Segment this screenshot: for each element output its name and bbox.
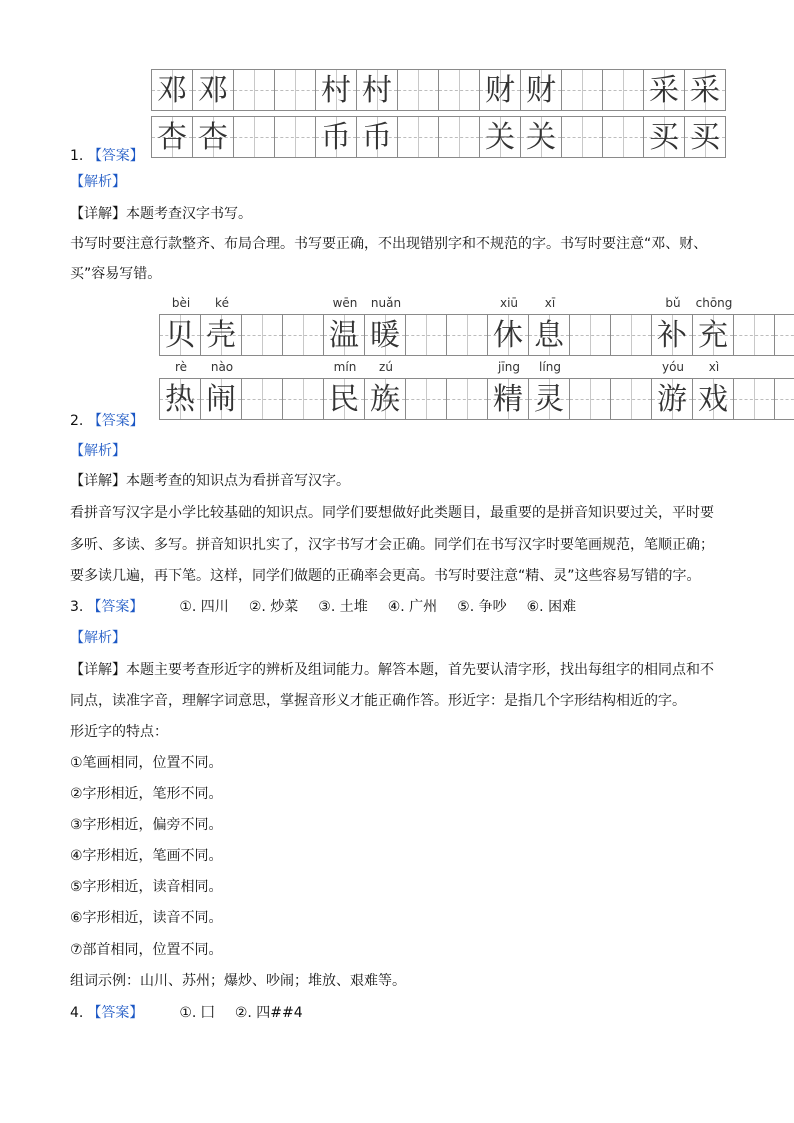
grid-character	[398, 117, 438, 157]
grid-cell	[192, 69, 234, 111]
q2-detail-line	[70, 471, 350, 491]
grid-character	[275, 117, 315, 157]
q4-answer-line	[70, 1003, 323, 1023]
grid-character: 村	[362, 73, 392, 108]
q2-answer-tag: 【答案】	[87, 413, 144, 429]
grid-character: 关	[526, 120, 556, 155]
q3-feature-2: ②字形相近，笔形不同。	[70, 786, 223, 802]
pinyin-label: chōng	[695, 296, 733, 310]
grid-character: 游	[657, 382, 687, 417]
grid-character: 闹	[206, 382, 236, 417]
grid-cell	[651, 378, 693, 420]
grid-cell	[438, 116, 480, 158]
grid-character	[447, 315, 487, 355]
grid-cell	[561, 69, 603, 111]
grid-cell	[274, 116, 316, 158]
q3-feature-3: ③字形相近，偏旁不同。	[70, 817, 223, 833]
grid-character: 采	[649, 73, 679, 108]
pinyin-label: rè	[174, 360, 188, 374]
q1-para-2: 买”容易写错。	[70, 266, 162, 282]
grid-cell	[200, 314, 242, 356]
grid-cell	[692, 314, 734, 356]
grid-character	[603, 117, 643, 157]
q3-answer-tag: 【答案】	[87, 599, 144, 615]
q1-analysis-tag: 【解析】	[70, 174, 126, 190]
grid-character: 息	[534, 318, 564, 353]
grid-cell	[610, 378, 652, 420]
grid-cell	[151, 69, 193, 111]
grid-cell	[684, 116, 726, 158]
pinyin-label: líng	[539, 360, 561, 374]
grid-cell	[159, 314, 201, 356]
q3-feature-5: ⑤字形相近，读音相同。	[70, 879, 223, 895]
grid-cell	[692, 378, 734, 420]
grid-cell	[151, 116, 193, 158]
grid-cell	[282, 314, 324, 356]
q3-para-1: 本题主要考查形近字的辨析及组词能力。解答本题，首先要认清字形，找出每组字的相同点和不	[126, 662, 714, 678]
grid-character: 补	[657, 318, 687, 353]
q3-examples: 组词示例：山川、苏州；爆炒、吵闹；堆放、艰难等。	[70, 973, 406, 989]
grid-cell	[356, 69, 398, 111]
q2-detail-text: 本题考查的知识点为看拼音写汉字。	[126, 473, 350, 489]
grid-character	[562, 70, 602, 110]
grid-cell	[397, 69, 439, 111]
q2-para-1: 看拼音写汉字是小学比较基础的知识点。同学们要想做好此类题目，最重要的是拼音知识要过关，平时要	[70, 505, 714, 521]
grid-cell	[315, 116, 357, 158]
grid-character	[611, 315, 651, 355]
grid-character: 贝	[165, 318, 195, 353]
grid-cell	[274, 69, 316, 111]
grid-character: 邓	[198, 73, 228, 108]
q3-feature-1: ①笔画相同，位置不同。	[70, 755, 223, 771]
grid-cell	[643, 116, 685, 158]
grid-cell	[774, 314, 794, 356]
grid-cell	[520, 116, 562, 158]
grid-cell	[233, 116, 275, 158]
pinyin-label: yóu	[661, 360, 685, 374]
grid-character: 买	[690, 120, 720, 155]
grid-character: 村	[321, 73, 351, 108]
grid-character: 戏	[698, 382, 728, 417]
grid-character	[406, 379, 446, 419]
grid-character: 暖	[370, 318, 400, 353]
grid-cell	[233, 69, 275, 111]
grid-cell	[241, 378, 283, 420]
grid-cell	[200, 378, 242, 420]
grid-character: 精	[493, 382, 523, 417]
q3-answer-4: ④. 广州	[387, 599, 438, 615]
grid-character	[439, 117, 479, 157]
q2-number: 2.	[70, 413, 84, 429]
q4-answer-tag: 【答案】	[87, 1005, 144, 1021]
q1-grid-row-1	[152, 69, 726, 111]
q3-number: 3.	[70, 599, 84, 615]
grid-character	[570, 379, 610, 419]
grid-character: 族	[370, 382, 400, 417]
q2-grid-row-2	[160, 378, 794, 420]
grid-cell	[397, 116, 439, 158]
pinyin-label: wēn	[332, 296, 358, 310]
grid-character	[398, 70, 438, 110]
grid-cell	[602, 116, 644, 158]
grid-cell	[569, 378, 611, 420]
q3-para-2: 同点，读准字音，理解字词意思，掌握音形义才能正确作答。形近字：是指几个字形结构相近的字。	[70, 693, 686, 709]
pinyin-label: zú	[379, 360, 393, 374]
q2-grid-row-1	[160, 314, 794, 356]
grid-cell	[733, 314, 775, 356]
grid-character	[775, 379, 794, 419]
q3-feature-7: ⑦部首相同，位置不同。	[70, 942, 223, 958]
grid-character	[562, 117, 602, 157]
grid-character	[234, 117, 274, 157]
pinyin-label: bèi	[171, 296, 191, 310]
q3-answer-5: ⑤. 争吵	[457, 599, 507, 615]
grid-cell	[282, 378, 324, 420]
q2-analysis-tag: 【解析】	[70, 443, 126, 459]
grid-character	[283, 379, 323, 419]
grid-character: 币	[321, 120, 351, 155]
pinyin-label: nào	[210, 360, 234, 374]
grid-character	[775, 315, 794, 355]
grid-character: 买	[649, 120, 679, 155]
grid-cell	[651, 314, 693, 356]
grid-cell	[602, 69, 644, 111]
q1-detail-tag: 【详解】	[70, 206, 126, 222]
grid-cell	[405, 314, 447, 356]
pinyin-label: bǔ	[665, 296, 681, 310]
q2-para-2: 多听、多读、多写。拼音知识扎实了，汉字书写才会正确。同学们在书写汉字时要笔画规范，笔顺正确；	[70, 537, 714, 553]
q1-para-1: 书写时要注意行款整齐、布局合理。书写要正确，不出现错别字和不规范的字。书写时要注意“邓、财、	[70, 236, 708, 252]
grid-cell	[528, 378, 570, 420]
q2-detail-tag: 【详解】	[70, 473, 126, 489]
grid-cell	[438, 69, 480, 111]
grid-cell	[520, 69, 562, 111]
grid-character: 财	[526, 73, 556, 108]
grid-character	[447, 379, 487, 419]
grid-character: 关	[485, 120, 515, 155]
grid-character: 灵	[534, 382, 564, 417]
grid-cell	[241, 314, 283, 356]
grid-cell	[192, 116, 234, 158]
grid-character	[242, 315, 282, 355]
grid-cell	[528, 314, 570, 356]
grid-character: 壳	[206, 318, 236, 353]
grid-character	[283, 315, 323, 355]
grid-cell	[446, 314, 488, 356]
grid-cell	[487, 314, 529, 356]
pinyin-label: xì	[708, 360, 720, 374]
grid-character: 温	[329, 318, 359, 353]
grid-cell	[684, 69, 726, 111]
grid-cell	[159, 378, 201, 420]
grid-character	[611, 379, 651, 419]
q1-detail-text: 本题考查汉字书写。	[126, 206, 252, 222]
q3-analysis-tag: 【解析】	[70, 630, 126, 646]
pinyin-label: xiū	[499, 296, 519, 310]
grid-character	[234, 70, 274, 110]
pinyin-label: mín	[333, 360, 357, 374]
q2-para-3: 要多读几遍，再下笔。这样，同学们做题的正确率会更高。书写时要注意“精、灵”这些容易写错的字。	[70, 568, 701, 584]
grid-character: 民	[329, 382, 359, 417]
pinyin-label: ké	[215, 296, 229, 310]
q1-answer-tag: 【答案】	[87, 148, 144, 164]
q2-answer-line	[70, 411, 144, 431]
grid-cell	[364, 314, 406, 356]
q3-feature-4: ④字形相近，笔画不同。	[70, 848, 223, 864]
grid-character: 杏	[198, 120, 228, 155]
grid-cell	[487, 378, 529, 420]
q3-para-3: 形近字的特点：	[70, 724, 168, 740]
q4-answer-1: ①. 囗	[179, 1005, 215, 1021]
grid-cell	[323, 314, 365, 356]
grid-character: 充	[698, 318, 728, 353]
grid-cell	[479, 116, 521, 158]
grid-cell	[479, 69, 521, 111]
grid-cell	[323, 378, 365, 420]
q3-detail-line	[70, 660, 714, 680]
grid-cell	[364, 378, 406, 420]
grid-character	[406, 315, 446, 355]
grid-character	[570, 315, 610, 355]
q3-detail-tag: 【详解】	[70, 662, 126, 678]
grid-character: 币	[362, 120, 392, 155]
q3-answer-line	[70, 597, 596, 617]
grid-character: 财	[485, 73, 515, 108]
grid-cell	[733, 378, 775, 420]
grid-character	[734, 315, 774, 355]
grid-cell	[610, 314, 652, 356]
q3-feature-6: ⑥字形相近，读音不同。	[70, 910, 223, 926]
q3-answer-1: ①. 四川	[179, 599, 229, 615]
q1-grid-row-2	[152, 116, 726, 158]
pinyin-label: jīng	[498, 360, 520, 374]
grid-cell	[356, 116, 398, 158]
q3-answer-3: ③. 土堆	[318, 599, 368, 615]
grid-cell	[315, 69, 357, 111]
grid-character	[439, 70, 479, 110]
grid-cell	[405, 378, 447, 420]
grid-cell	[561, 116, 603, 158]
q1-number: 1.	[70, 148, 84, 164]
grid-cell	[446, 378, 488, 420]
grid-cell	[774, 378, 794, 420]
grid-character: 休	[493, 318, 523, 353]
grid-character	[603, 70, 643, 110]
grid-character: 邓	[157, 73, 187, 108]
q3-answer-2: ②. 炒菜	[248, 599, 299, 615]
q1-detail-line	[70, 204, 252, 224]
q3-answer-6: ⑥. 困难	[526, 599, 577, 615]
q4-number: 4.	[70, 1005, 84, 1021]
q4-answer-2: ②. 四##4	[234, 1005, 303, 1021]
q1-answer-line	[70, 146, 144, 166]
grid-character	[242, 379, 282, 419]
grid-character	[275, 70, 315, 110]
pinyin-label: nuǎn	[370, 296, 402, 310]
grid-character: 采	[690, 73, 720, 108]
pinyin-label: xī	[544, 296, 556, 310]
grid-cell	[643, 69, 685, 111]
grid-character: 杏	[157, 120, 187, 155]
grid-character: 热	[165, 382, 195, 417]
grid-character	[734, 379, 774, 419]
grid-cell	[569, 314, 611, 356]
